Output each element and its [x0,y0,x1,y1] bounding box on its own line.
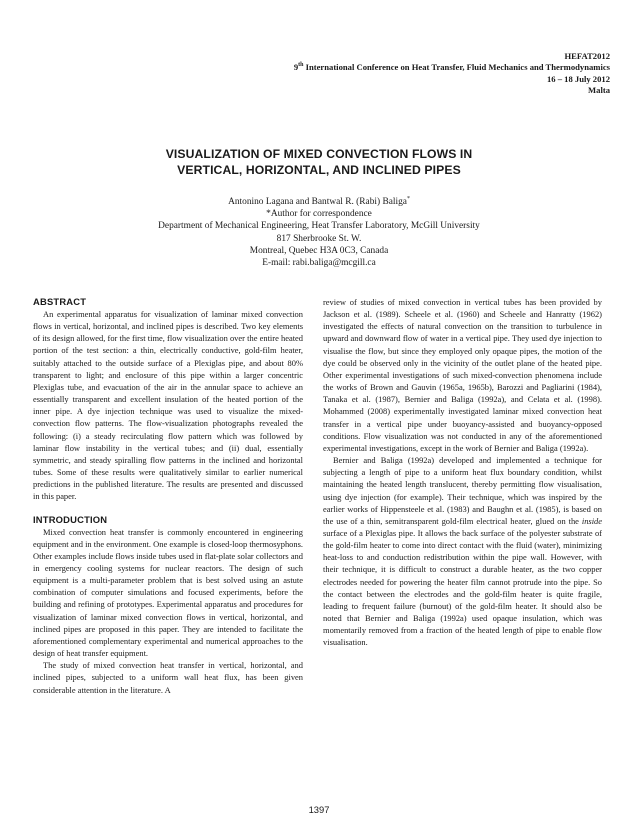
address-street: 817 Sherbrooke St. W. [276,233,362,244]
paper-title-line-1: VISUALIZATION OF MIXED CONVECTION FLOWS IN [165,147,473,161]
author-email: E-mail: rabi.baliga@mcgill.ca [262,258,376,269]
conference-header [50,51,610,96]
conference-dates: 16 – 18 July 2012 [546,73,610,84]
address-city: Montreal, Quebec H3A 0C3, Canada [249,245,389,256]
abstract-text: An experimental apparatus for visualization of laminar mixed convection flows in vertical, horizontal, and inclined pipes is described. Two key elements of its design allowed, for the first time, flow visualization over the entire heated portion of the test section: a thin, electrically conductive, gold-film heater, suitably attached to the outside surface of a Plexiglas pipe, and about 80% transparent to light; and enclosure of this pipe within a larger concentric Plexiglas tube, and evacuation of the air in the annular space to achieve an essentially transparent and excellent insulation of the heated portion of the inner pipe. A dye injection technique was used to visualize the mixed-convection flow patterns. The flow-visualization photographs revealed the following: (i) a steady recirculating flow pattern which was followed by laminar flow instability in the vertical tubes; and (ii) dual, essentially symmetric, and steady spiralling flow patterns in the inclined and horizontal tubes. Some of these results were qualitatively similar to earlier numerical predictions in the published literature. The results are presented and discussed in this paper. [33,309,303,502]
correspondence-note: *Author for correspondence [266,209,372,220]
author-names-text: Antonino Lagana and Bantwal R. (Rabi) Baliga [228,197,407,207]
paper-title [60,146,578,178]
right-paragraph-2-emphasis: inside [581,515,602,526]
conference-location: Malta [588,84,610,95]
corresponding-author-mark: * [406,195,410,202]
introduction-paragraph-2: The study of mixed convection heat transfer in vertical, horizontal, and inclined pipes, subjected to a uniform wall heat flux, has been given considerable attention in the literature. A [33,660,303,695]
author-block [40,196,598,269]
right-paragraph-2-part-2: surface of a Plexiglas pipe. It allows the back surface of the polyester substrate of the gold-film heater to come into direct contact with the fluid (water), minimizing heat-loss to and conduction redistribution within the pipe wall. However, with their technique, it is difficult to construct a durable heater, as the two copper electrodes needed for powering the heater film cannot protrude into the pipe. So the contact between the electrodes and the gold-film heater is quite fragile, leading to frequent failure (burnout) of the gold-film heater. It should also be noted that Bernier and Baliga (1992a) used opaque insulation, which was momentarily removed from a fraction of the heated length of pipe to enable flow visualisation. [323,527,602,648]
right-paragraph-2 [323,454,602,649]
conference-number: 9 [293,62,299,73]
conference-acronym: HEFAT2012 [564,51,610,61]
introduction-heading: INTRODUCTION [33,513,108,525]
conference-name [50,62,610,73]
introduction-paragraph-1: Mixed convection heat transfer is commonly encountered in engineering equipment and in the environment. One example is closed-loop thermosyphons. Other examples include flows inside tubes used in flat-plate solar collectors and in emergency cooling systems for nuclear reactors. The design of such equipment is a multi-parameter problem that is best solved using an astute combination of computer simulations and focused experiments, before the building and refining of prototypes. Experimental apparatus and procedures for visualization of laminar mixed convection flows in vertical, horizontal, and inclined pipes are proposed in this paper. They are intended to facilitate the aforementioned complementary experimental and numerical approaches to the design of heat transfer equipment. [33,526,303,659]
right-paragraph-1: review of studies of mixed convection in vertical tubes has been provided by Jackson et al. (1989). Scheele et al. (1960) and Scheele and Hanratty (1962) investigated the effects of natural convection on the transition to turbulence in upward and downward flow of water in a vertical pipe. They used dye injection to visualise the flow, but since they employed only opaque pipes, the motion of the dye could be observed only in the vicinity of the outlet plane of the heated pipe. Other experimental investigations of such mixed-convection phenomena include the works of Brown and Gauvin (1965a, 1965b), Barozzi and Pagliarini (1984), Tanaka et al. (1987), Bernier and Baliga (1992a), and Celata et al. (1998). Mohammed (2008) experimentally investigated laminar mixed convection heat transfer in a vertical pipe under buoyancy-assisted and buoyancy-opposed conditions. Flow visualization was not conducted in any of the aforementioned experimental investigations, except in the work of Bernier and Baliga (1992a). [323,297,602,453]
left-column [33,296,303,696]
author-names [40,196,598,208]
right-paragraph-2-part-1: Bernier and Baliga (1992a) developed and implemented a technique for subjecting a length of pipe to a uniform heat flux boundary condition, whilst maintaining the heated length translucent, thereby permitting flow visualisation, using dye injection (for example). Their technique, which was inspired by the earlier works of Hippensteele et al. (1983) and Baughn et al. (1985), is based on the use of a thin, semitransparent gold-film electrical heater, glued on the [323,455,602,526]
right-column [323,296,602,649]
abstract-heading: ABSTRACT [33,296,87,307]
affiliation: Department of Mechanical Engineering, Heat Transfer Laboratory, McGill University [158,221,480,232]
conference-title: International Conference on Heat Transfer, Fluid Mechanics and Thermodynamics [303,62,610,73]
paper-title-line-2: VERTICAL, HORIZONTAL, AND INCLINED PIPES [177,163,461,177]
conference-number-suffix: th [298,62,304,69]
page-number: 1397 [308,804,330,815]
